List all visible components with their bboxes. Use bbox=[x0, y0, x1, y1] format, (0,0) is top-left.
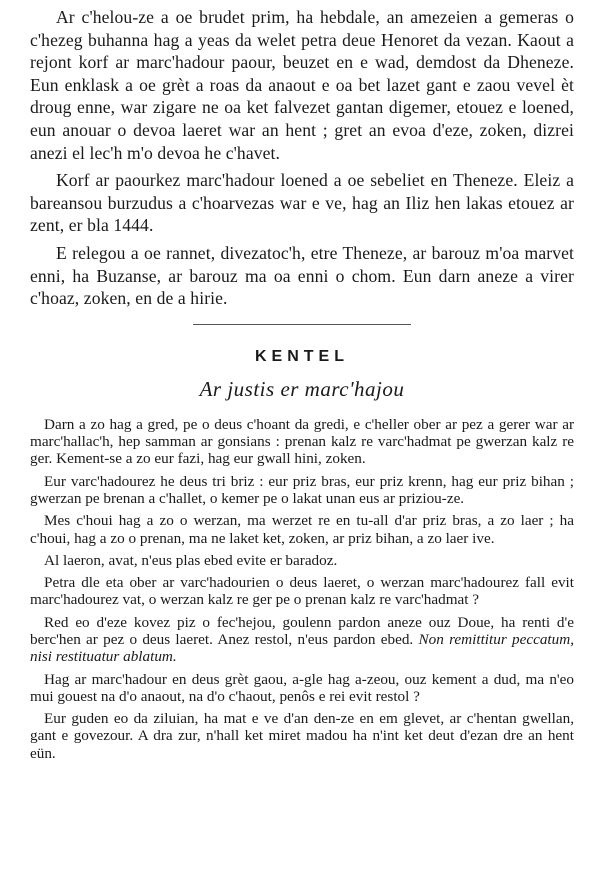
lesson-paragraph-3: Mes c'houi hag a zo o werzan, ma werzet re en tu-all d'ar priz bras, a zo laer ; ha c'houi, hag a zo o prenan, ma ne laket ket, zoken, ar priz bihan, a zo laer ive. bbox=[30, 512, 574, 547]
story-paragraph-2: Korf ar paourkez marc'hadour loened a oe sebeliet en Theneze. Eleiz a bareansou burzudus a c'hoarvezas war e ve, hag an Iliz hen lakas etouez ar zent, er bla 1444. bbox=[30, 170, 574, 236]
lesson-paragraph-5: Petra dle eta ober ar varc'hadourien o deus laeret, o werzan marc'hadourez fall evit marc'hadourez vat, o werzan kalz re ger pe o prenan kalz re varc'hadmat ? bbox=[30, 574, 574, 609]
lesson-paragraph-2: Eur varc'hadourez he deus tri briz : eur priz bras, eur priz krenn, hag eur priz bihan ; gwerzan pe brenan a c'hallet, o kemer pe o lakat unan eus ar priziou-ze. bbox=[30, 472, 574, 507]
section-divider bbox=[193, 324, 411, 325]
latin-quote: Non remittitur peccatum, nisi restituatur ablatum. bbox=[30, 630, 574, 666]
lesson-paragraph-6 bbox=[30, 614, 574, 666]
lesson-paragraph-6-text: Red eo d'eze kovez piz o fec'hejou, goulenn pardon aneze ouz Doue, ha renti d'e berc'hen ar pez o deus laeret. Anez restol, n'eus pardon ebed. bbox=[30, 613, 574, 648]
story-text bbox=[30, 6, 574, 310]
lesson-paragraph-4: Al laeron, avat, n'eus plas ebed evite er baradoz. bbox=[44, 551, 338, 569]
lesson-text bbox=[30, 416, 574, 762]
section-title: KENTEL bbox=[255, 347, 349, 365]
lesson-paragraph-7: Hag ar marc'hadour en deus grèt gaou, a-gle hag a-zeou, ouz kement a dud, ma n'eo mui gouest na d'o anaout, na d'o c'haout, penôs e rei evit restol ? bbox=[30, 670, 574, 705]
lesson-paragraph-8: Eur guden eo da ziluian, ha mat e ve d'an den-ze en em glevet, ar c'hentan gwellan, gant e govezour. A dra zur, n'hall ket miret madou ha n'int ket deut d'ezan dre an hent eün. bbox=[30, 710, 574, 762]
story-paragraph-3: E relegou a oe rannet, divezatoc'h, etre Theneze, ar barouz m'oa marvet enni, ha Buzanse, ar barouz ma oa enni o chom. Eun darn aneze a virer c'hoaz, zoken, en de a hirie. bbox=[30, 242, 574, 309]
section-subtitle: Ar justis er marc'hajou bbox=[199, 376, 405, 401]
lesson-paragraph-1: Darn a zo hag a gred, pe o deus c'hoant da gredi, e c'heller ober ar pez a gerer war ar marc'hallac'h, hep samman ar gonsians : prenan kalz re varc'hadmat pe gwerzan kalz re ger. Kement-se a zo eur fazi, hag eur gwall hini, zoken. bbox=[30, 415, 574, 468]
story-paragraph-1: Ar c'helou-ze a oe brudet prim, ha hebdale, an amezeien a gemeras o c'hezeg buhanna hag a yeas da welet petra deue Henoret da vezan. Kaout a rejont korf ar marc'hadour paour, beuzet en e wad, demdost da Dheneze. Eun enklask a oe grèt a roas da anaout e oa bet lazet gant e zaou vevel èt droug enne, war zigare ne oa ket falvezet gantan digemer, etouez e loened, eun anouar o devoa laeret war an hent ; gret an evoa d'eze, zoken, dizrei anezi el lec'h m'o devoa he c'havet. bbox=[30, 7, 574, 163]
